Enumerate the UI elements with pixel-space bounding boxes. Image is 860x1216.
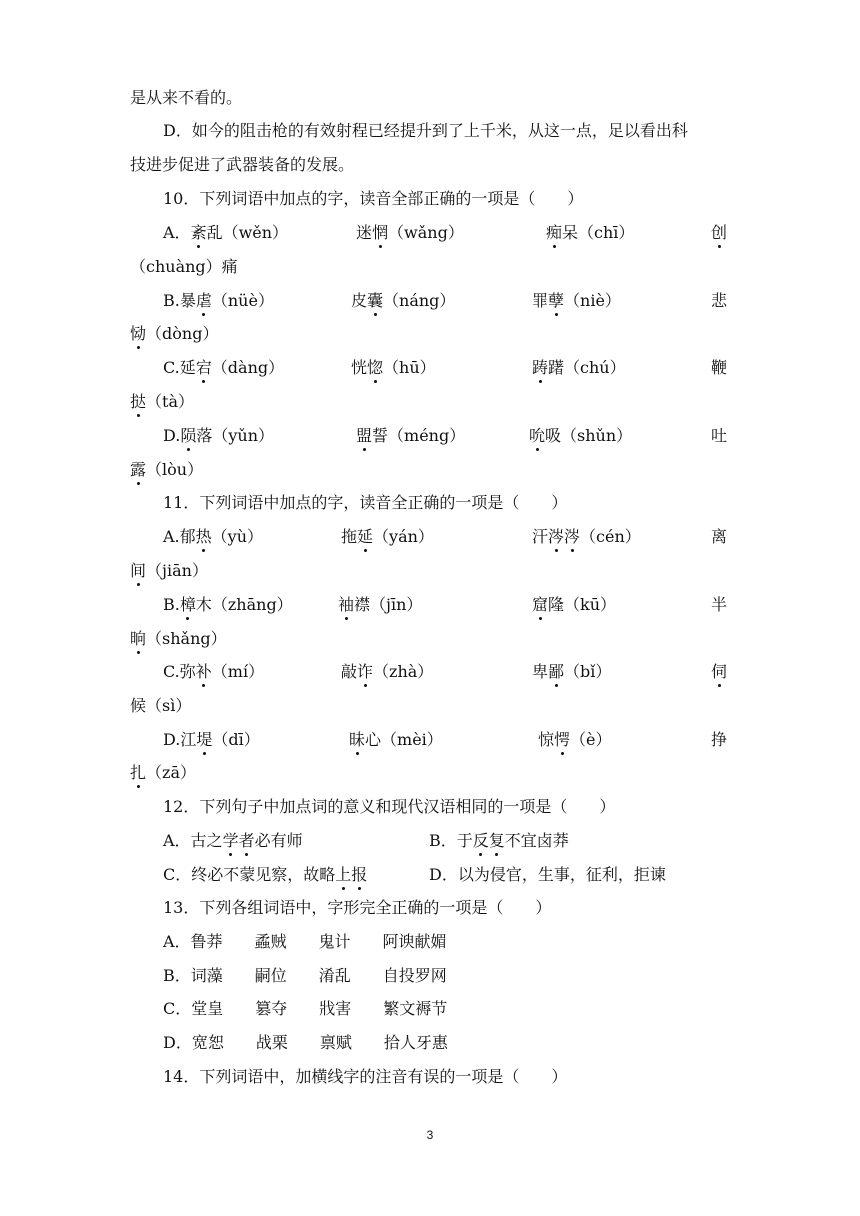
text-segment: 是从来不看的。 (130, 88, 243, 107)
text-segment: 14．下列词语中，加横线字的注音有误的一项是（ ） (163, 1067, 568, 1086)
text-segment: 10．下列词语中加点的字，读音全部正确的一项是（ ） (163, 189, 584, 208)
emphasis-dot-char: 热 (196, 520, 212, 554)
text-segment: 技进步促进了武器装备的发展。 (130, 155, 355, 174)
text-line (0, 925, 860, 959)
text-segment: D．如今的阻击枪的有效射程已经提升到了上千米，从这一点，足以看出科 (163, 121, 688, 140)
text-segment: C.弥补（mí） (163, 655, 264, 689)
emphasis-dot-char: 挞 (130, 385, 146, 419)
emphasis-dot-char: 恸 (130, 317, 146, 351)
text-segment: 罪孽（niè） (532, 284, 621, 318)
emphasis-dot-char: 上 (335, 858, 351, 892)
text-segment: 半 (711, 595, 728, 614)
text-segment: A．鲁莽 蟊贼 鬼计 阿谀献媚 (163, 932, 447, 951)
text-segment: C．堂皇 篡夺 戕害 繁文褥节 (163, 999, 448, 1018)
emphasis-dot-char: 间 (130, 554, 146, 588)
emphasis-dot-char: 昧 (349, 723, 365, 757)
text-segment: 悲 (711, 291, 728, 310)
text-segment: A．古之学者必有师 (163, 824, 303, 858)
emphasis-dot-char: 补 (196, 655, 212, 689)
text-segment: 袖襟（jīn） (338, 588, 422, 622)
text-segment: B．词藻 嗣位 淆乱 自投罗网 (163, 966, 447, 985)
text-segment: A．紊乱（wěn） (163, 216, 288, 250)
text-segment: B．于反复不宜卤莽 (429, 824, 569, 858)
text-segment: 鞭 (711, 358, 728, 377)
text-line (0, 858, 860, 892)
text-line (0, 756, 860, 790)
text-line (0, 419, 860, 453)
emphasis-dot-char: 惘 (372, 216, 388, 250)
text-segment: 窟隆（kū） (532, 588, 616, 622)
text-segment: C．终必不蒙见察，故略上报 (163, 858, 367, 892)
text-segment: 12．下列句子中加点词的意义和现代汉语相同的一项是（ ） (163, 797, 616, 816)
emphasis-dot-char: 痴 (546, 216, 562, 250)
text-line (0, 216, 860, 250)
text-segment: B.暴虐（nüè） (163, 284, 274, 318)
text-segment: 昧心（mèi） (349, 723, 443, 757)
text-line (0, 81, 860, 115)
text-segment: 恸（dòng） (130, 317, 218, 351)
text-line (0, 385, 860, 419)
text-line (0, 453, 860, 487)
emphasis-dot-char: 涔 (564, 520, 580, 554)
emphasis-dot-char: 涔 (548, 520, 564, 554)
emphasis-dot-char: 鄙 (548, 655, 564, 689)
text-segment: 11．下列词语中加点的字，读音全正确的一项是（ ） (163, 493, 568, 512)
text-segment: D.陨落（yǔn） (163, 419, 274, 453)
emphasis-dot-char: 宕 (196, 351, 212, 385)
text-line (0, 351, 860, 385)
text-line (0, 992, 860, 1026)
emphasis-dot-char: 扎 (130, 756, 146, 790)
text-segment: 露（lòu） (130, 453, 203, 487)
text-segment: 惊愕（è） (538, 723, 612, 757)
emphasis-dot-char: 紊 (191, 216, 207, 250)
emphasis-dot-char: 惚 (367, 351, 383, 385)
text-segment: 皮囊（náng） (351, 284, 455, 318)
emphasis-dot-char: 虐 (196, 284, 212, 318)
emphasis-dot-char: 伺 (711, 655, 727, 689)
text-segment: A.郁热（yù） (163, 520, 263, 554)
emphasis-dot-char: 露 (130, 453, 146, 487)
text-segment: 吮吸（shǔn） (529, 419, 632, 453)
text-segment: 挞（tà） (130, 385, 194, 419)
text-line (0, 250, 860, 284)
emphasis-dot-char: 学 (223, 824, 239, 858)
text-segment: 13．下列各组词语中，字形完全正确的一项是（ ） (163, 898, 552, 917)
text-line (0, 317, 860, 351)
text-segment: 扎（zā） (130, 756, 196, 790)
text-line (0, 520, 860, 554)
text-segment: D.江堤（dī） (163, 723, 260, 757)
emphasis-dot-char: 愕 (554, 723, 570, 757)
emphasis-dot-char: 延 (357, 520, 373, 554)
emphasis-dot-char: 陨 (180, 419, 196, 453)
emphasis-dot-char: 孽 (548, 284, 564, 318)
text-segment: 踌躇（chú） (532, 351, 626, 385)
emphasis-dot-char: 复 (489, 824, 505, 858)
emphasis-dot-char: 者 (239, 824, 255, 858)
text-segment (711, 655, 727, 689)
text-line (0, 1060, 860, 1094)
text-segment: 盟誓（méng） (356, 419, 465, 453)
text-segment: 间（jiān） (130, 554, 208, 588)
text-segment: 候（sì） (130, 696, 192, 715)
text-segment: 汗涔涔（cén） (532, 520, 641, 554)
page-number: 3 (426, 1128, 434, 1142)
text-segment: D．以为侵官，生事，征利，拒谏 (429, 865, 666, 884)
emphasis-dot-char: 反 (473, 824, 489, 858)
emphasis-dot-char: 盟 (356, 419, 372, 453)
text-segment: 挣 (711, 730, 728, 749)
text-segment: 晌（shǎng） (130, 622, 227, 656)
text-segment: B.樟木（zhāng） (163, 588, 293, 622)
emphasis-dot-char: 囊 (367, 284, 383, 318)
text-line (0, 554, 860, 588)
emphasis-dot-char: 窟 (532, 588, 548, 622)
text-line (0, 114, 860, 148)
emphasis-dot-char: 樟 (180, 588, 196, 622)
emphasis-dot-char: 堤 (196, 723, 212, 757)
text-line (0, 959, 860, 993)
text-line (0, 284, 860, 318)
text-segment: 卑鄙（bǐ） (532, 655, 611, 689)
text-segment: 恍惚（hū） (351, 351, 436, 385)
text-segment: 痴呆（chī） (546, 216, 634, 250)
text-line (0, 891, 860, 925)
text-line (0, 148, 860, 182)
text-line (0, 689, 860, 723)
text-line (0, 790, 860, 824)
text-segment: 离 (711, 527, 728, 546)
text-line (0, 622, 860, 656)
text-line (0, 655, 860, 689)
text-segment: 迷惘（wǎng） (356, 216, 464, 250)
text-segment: D．宽恕 战栗 禀赋 拾人牙惠 (163, 1033, 448, 1052)
text-segment: 拖延（yán） (341, 520, 434, 554)
emphasis-dot-char: 吮 (529, 419, 545, 453)
text-line (0, 723, 860, 757)
text-line (0, 1026, 860, 1060)
text-segment: （chuàng）痛 (130, 257, 238, 276)
text-segment: 吐 (711, 426, 728, 445)
emphasis-dot-char: 踌 (532, 351, 548, 385)
emphasis-dot-char: 袖 (338, 588, 354, 622)
text-line (0, 486, 860, 520)
text-segment: 敲诈（zhà） (341, 655, 433, 689)
emphasis-dot-char: 创 (711, 216, 727, 250)
text-line (0, 182, 860, 216)
emphasis-dot-char: 报 (351, 858, 367, 892)
text-line (0, 824, 860, 858)
text-segment (711, 216, 727, 250)
text-segment: C.延宕（dàng） (163, 351, 284, 385)
emphasis-dot-char: 晌 (130, 622, 146, 656)
text-line (0, 588, 860, 622)
emphasis-dot-char: 诈 (357, 655, 373, 689)
